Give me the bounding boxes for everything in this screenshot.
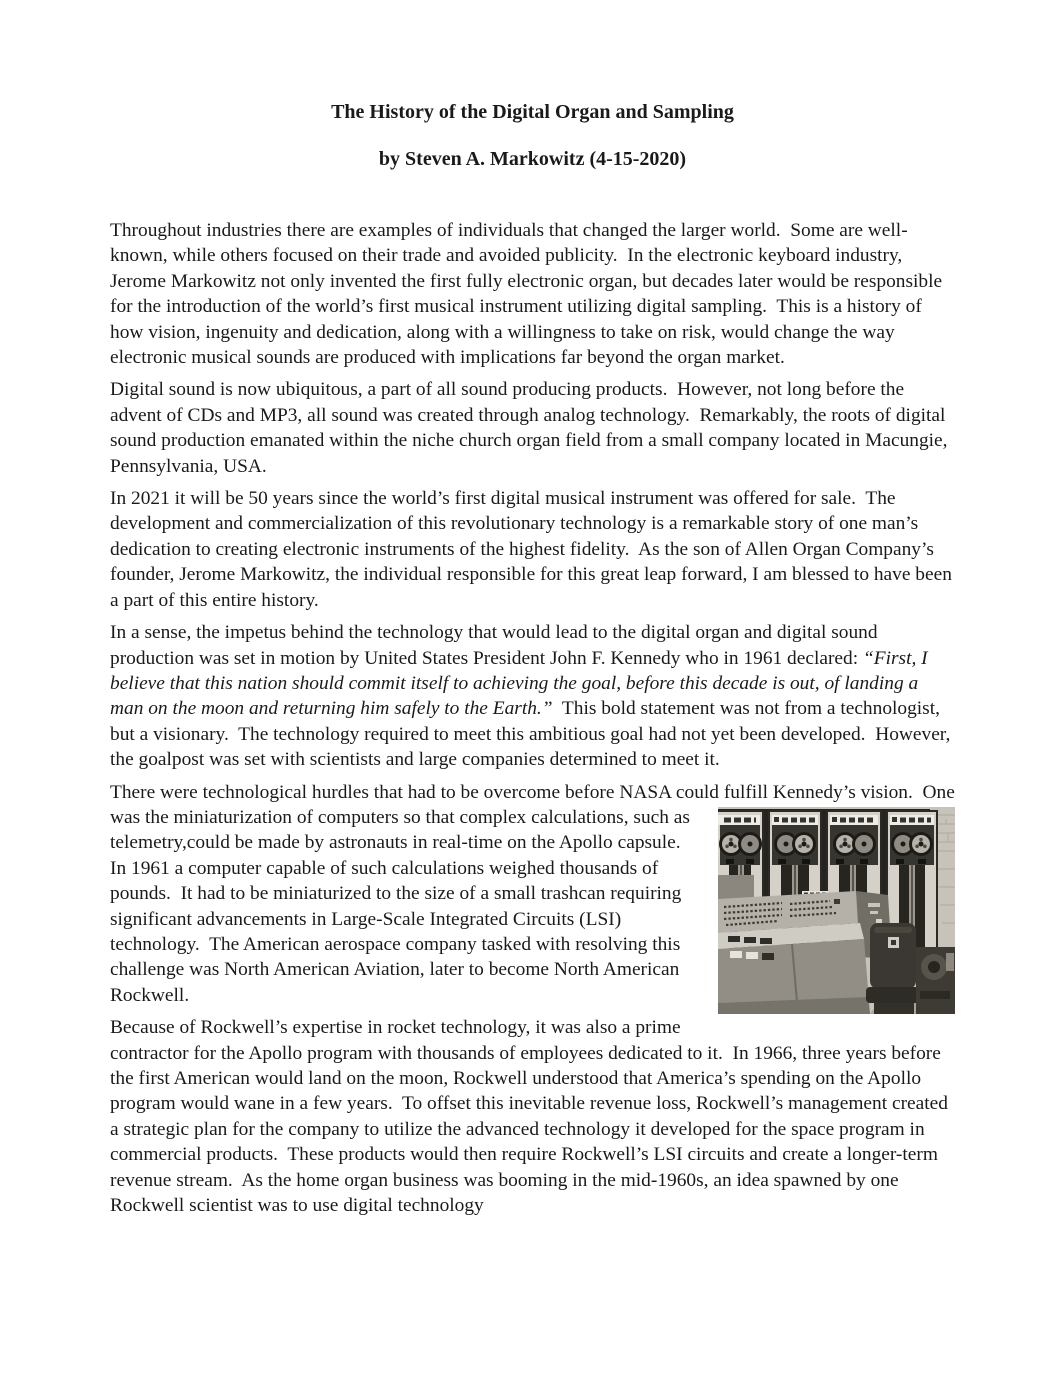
office-chair <box>866 923 920 1014</box>
text-run: In a sense, the impetus behind the technology that would lead to the digital organ and digital sound production was set in motion by United States President John F. Kennedy who in 1961 declared: <box>110 622 883 669</box>
kennedy-quote: “First, I believe that this nation should commit itself to achieving the goal, before this decade is out, of landing a man on the moon and returning him safely to the Earth.” <box>110 647 933 720</box>
paragraph-digital-sound <box>110 377 955 479</box>
paragraph-50-years <box>110 486 955 613</box>
equipment-right <box>916 947 955 1014</box>
equipment-box <box>718 875 754 901</box>
document-byline: by Steven A. Markowitz (4-15-2020) <box>378 148 687 170</box>
text-run: In 2021 it will be 50 years since the world’s first digital musical instrument was offered for sale. The development and commercialization of this revolutionary technology is a remarkable story of one man’s dedication to creating electronic instruments of the highest fidelity. As the son of Allen Organ Company’s founder, Jerome Markowitz, the individual responsible for this great leap forward, I am blessed to have been a part of this entire history. <box>110 488 957 611</box>
text-run: This bold statement was not from a technologist, but a visionary. The technology required to meet this ambitious goal had not yet been developed. However, the goalpost was set with scientists and large companies determined to meet it. <box>110 698 956 771</box>
paragraph-rockwell <box>110 1015 955 1218</box>
operator-console <box>718 891 892 1014</box>
mainframe-photo-image <box>718 807 955 1014</box>
document-body <box>110 218 960 1218</box>
text-run: Throughout industries there are examples of individuals that changed the larger world. Some are well-known, while others focused on their trade and avoided publicity. In the electronic keyboard industry, Jerome Markowitz not only invented the first fully electronic organ, but decades later would be responsible for the introduction of the world’s first musical instrument utilizing digital sampling. This is a history of how vision, ingenuity and dedication, along with a willingness to take on risk, would change the way electronic musical sounds are produced with implications far beyond the organ market. <box>110 220 947 369</box>
text-run: There were technological hurdles that had to be overcome before NASA could fulfill Kennedy’s vision. One was the miniaturization of computers so that complex calculations, such as telemetry,could be made by astronauts in real-time on the Apollo capsule. In 1961 a computer capable of such calculations weighed thousands of pounds. It had to be miniaturized to the size of a small trashcan requiring significant advancements in Large-Scale Integrated Circuits (LSI) technology. The American aerospace company tasked with resolving this challenge was North American Aviation, later to become North American Rockwell. <box>110 781 960 1006</box>
title-block <box>110 100 955 172</box>
paragraph-intro <box>110 218 955 370</box>
paragraph-kennedy <box>110 620 955 772</box>
vintage-mainframe-computer-room-photo <box>703 780 955 1040</box>
text-run: Because of Rockwell’s expertise in rocket technology, it was also a prime contractor for the Apollo program with thousands of employees dedicated to it. In 1966, three years before the first American would land on the moon, Rockwell understood that America’s spending on the Apollo program would wane in a few years. To offset this inevitable revenue loss, Rockwell’s management created a strategic plan for the company to utilize the advanced technology it developed for the space program in commercial products. These products would then require Rockwell’s LSI circuits and create a longer-term revenue stream. As the home organ business was booming in the mid-1960s, an idea spawned by one Rockwell scientist was to use digital technology <box>110 1017 953 1217</box>
document-title: The History of the Digital Organ and Sampling <box>331 101 734 123</box>
text-run: Digital sound is now ubiquitous, a part of all sound producing products. However, not long before the advent of CDs and MP3, all sound was created through analog technology. Remarkably, the roots of digital sound production emanated within the niche church organ field from a small company located in Macungie, Pennsylvania, USA. <box>110 379 953 477</box>
